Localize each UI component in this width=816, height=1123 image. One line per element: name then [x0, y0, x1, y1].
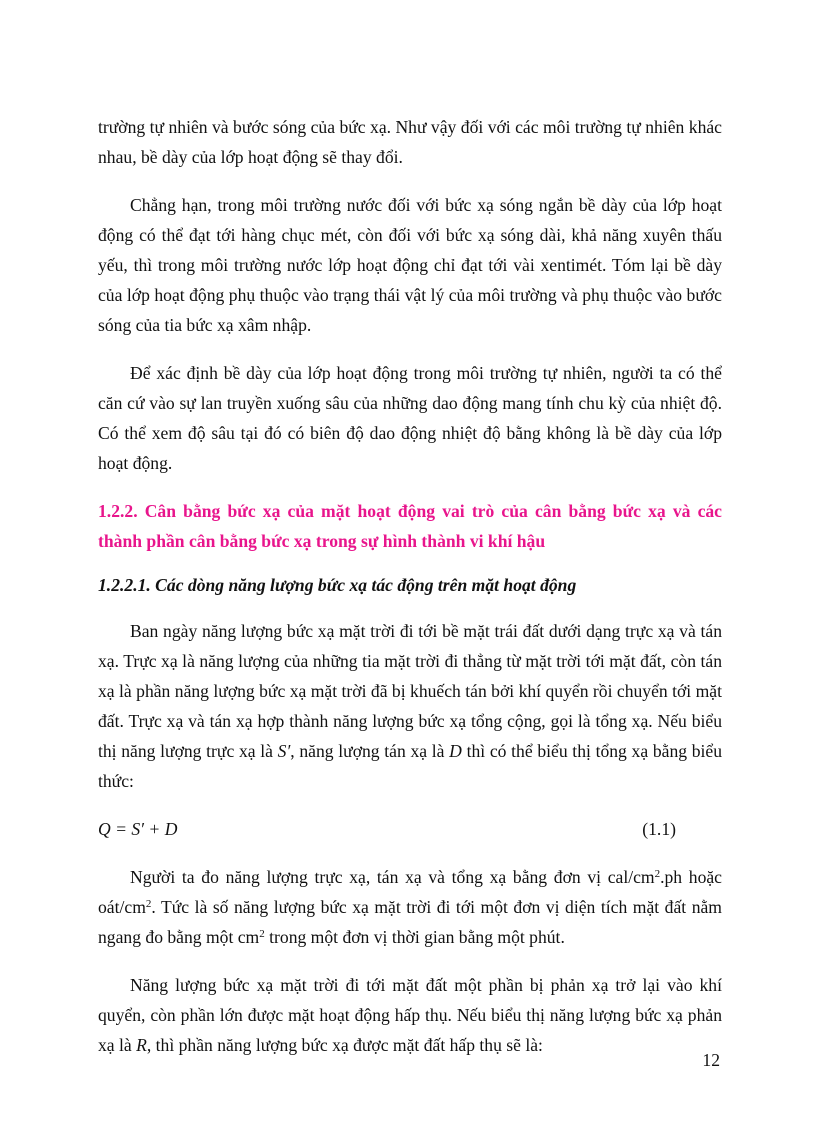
reflection-text: Năng lượng bức xạ mặt trời đi tới mặt đất một phần bị phản xạ trở lại vào khí quyển, còn phần lớn được mặt hoạt động hấp thụ. Nếu biểu thị năng lượng bức xạ phản xạ là	[98, 975, 722, 1055]
paragraph-text-mid: , năng lượng tán xạ là	[290, 741, 445, 761]
superscript-1: 2	[654, 868, 661, 880]
units-text-1: Người ta đo năng lượng trực xạ, tán xạ và tổng xạ bằng đơn vị cal/cm	[130, 867, 655, 887]
superscript-2: 2	[145, 898, 152, 910]
paragraph-active-layer-depth: Để xác định bề dày của lớp hoạt động trong môi trường tự nhiên, người ta có thể căn cứ vào sự lan truyền xuống sâu của những dao động mang tính chu kỳ của nhiệt độ. Có thể xem độ sâu tại đó có biên độ dao động nhiệt độ bằng không là bề dày của lớp hoạt động.	[98, 363, 722, 473]
paragraph-units	[98, 862, 722, 952]
units-text-3: . Tức là số năng lượng bức xạ mặt trời đi tới một đơn vị diện tích mặt đất nằm ngang đo bằng một cm	[98, 897, 722, 947]
formula-number: (1.1)	[642, 819, 676, 839]
superscript-3: 2	[259, 928, 265, 940]
variable-d: D	[449, 741, 462, 761]
formula-expression: Q = S′ + D	[98, 819, 178, 839]
paragraph-radiation-flows	[98, 616, 722, 796]
section-heading: 1.2.2. Cân bằng bức xạ của mặt hoạt động vai trò của cân bằng bức xạ và các thành phần cân bằng bức xạ trong sự hình thành vi khí hậu	[98, 501, 722, 551]
page-number: 12	[702, 1050, 720, 1070]
variable-s-prime: S′	[277, 741, 291, 761]
paragraph-reflection	[98, 970, 722, 1060]
variable-r: R	[136, 1035, 147, 1055]
paragraph-text-end: thì có thể biểu thị tổng xạ bằng biểu thức:	[98, 741, 723, 791]
units-text-2: .ph hoặc oát/cm	[98, 867, 722, 917]
reflection-text-end: , thì phần năng lượng bức xạ được mặt đất hấp thụ sẽ là:	[146, 1035, 543, 1055]
paragraph-continuation: trường tự nhiên và bước sóng của bức xạ. Như vậy đối với các môi trường tự nhiên khác nhau, bề dày của lớp hoạt động sẽ thay đổi.	[98, 117, 722, 167]
paragraph-shortwave-example: Chẳng hạn, trong môi trường nước đối với bức xạ sóng ngắn bề dày của lớp hoạt động có thể đạt tới hàng chục mét, còn đối với bức xạ sóng dài, khả năng xuyên thấu yếu, thì trong môi trường nước lớp hoạt động chỉ đạt tới vài xentimét. Tóm lại bề dày của lớp hoạt động phụ thuộc vào trạng thái vật lý của môi trường và phụ thuộc vào bước sóng của tia bức xạ xâm nhập.	[98, 195, 722, 335]
units-text-4: trong một đơn vị thời gian bằng một phút.	[264, 927, 565, 947]
page-content	[98, 112, 722, 1078]
paragraph-text: Ban ngày năng lượng bức xạ mặt trời đi tới bề mặt trái đất dưới dạng trực xạ và tán xạ. Trực xạ là năng lượng của những tia mặt trời đi thẳng từ mặt trời tới mặt đất, còn tán xạ là phần năng lượng bức xạ mặt trời đã bị khuếch tán bởi khí quyển rồi chuyển tới mặt đất. Trực xạ và tán xạ hợp thành năng lượng bức xạ tổng cộng, gọi là tổng xạ. Nếu biểu thị năng lượng trực xạ là	[98, 621, 722, 761]
subsection-heading: 1.2.2.1. Các dòng năng lượng bức xạ tác động trên mặt hoạt động	[98, 575, 577, 595]
formula-1-1	[98, 814, 722, 844]
